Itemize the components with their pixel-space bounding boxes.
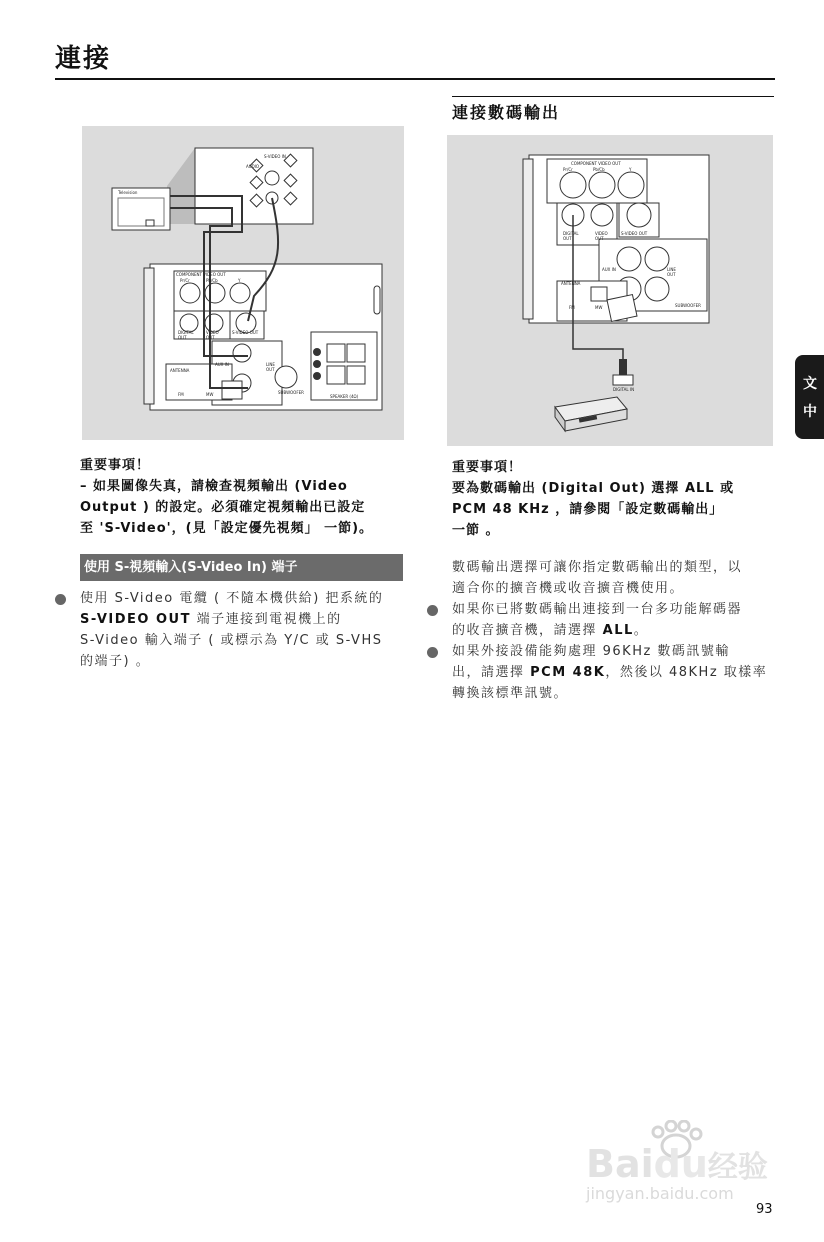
svideo-in-label: S-VIDEO IN (264, 154, 286, 159)
page-number: 93 (756, 1202, 773, 1217)
all-term: ALL (602, 623, 634, 638)
y-label: Y (629, 167, 632, 172)
video-out-label: VIDEO OUT (595, 231, 608, 241)
bullet-icon (55, 594, 66, 605)
subwoofer-label: SUBWOOFER (675, 303, 701, 308)
baidu-logo-text: Baidu经验 (586, 1142, 768, 1186)
section-title-digital-out: 連接數碼輸出 (452, 103, 561, 122)
digital-out-intro (452, 557, 774, 599)
note-line: – 如果圖像失真，請檢查視頻輸出 (Video (80, 479, 348, 494)
baidu-url: jingyan.baidu.com (586, 1184, 734, 1203)
svideo-connection-figure (82, 126, 404, 440)
instruction-line: S-VIDEO OUT 端子連接到電視機上的 (80, 612, 342, 627)
intro-line: 適合你的擴音機或收音擴音機使用。 (452, 581, 685, 596)
bullet-line: 如果你已將數碼輸出連接到一台多功能解碼器 (452, 602, 743, 617)
bullet-line: 出，請選擇 PCM 48K，然後以 48KHz 取樣率 (452, 665, 768, 680)
title-divider (55, 78, 775, 80)
video-out-label: VIDEO OUT (206, 330, 219, 340)
antenna-label: ANTENNA (561, 281, 581, 286)
bullet-line: 轉換該標準訊號。 (452, 686, 569, 701)
aux-in-label: AUX IN (215, 362, 229, 367)
digital-out-label: DIGITAL OUT (563, 231, 579, 241)
digital-in-label: DIGITAL IN (613, 387, 635, 392)
bullet-icon (427, 647, 438, 658)
instruction-line: 的端子) 。 (80, 654, 151, 669)
fm-label: FM (178, 392, 184, 397)
left-important-note (80, 455, 402, 539)
component-video-label: COMPONENT VIDEO OUT (176, 272, 226, 277)
pb-label: Pb/Cb (593, 167, 605, 172)
instruction-line: S-Video 輸入端子 ( 或標示為 Y/C 或 S-VHS (80, 633, 383, 648)
digital-out-bullet-all (452, 599, 774, 641)
note-heading: 重要事項！ (80, 458, 151, 473)
aux-in-label: AUX IN (602, 267, 616, 272)
section-divider (452, 96, 774, 97)
svideo-out-label: S-VIDEO OUT (621, 231, 648, 236)
digital-out-bullet-pcm (452, 641, 774, 704)
line-out-label: LINE OUT (266, 362, 275, 372)
note-heading: 重要事項！ (452, 460, 523, 475)
subwoofer-label: SUBWOOFER (278, 390, 304, 395)
mw-label: MW (206, 392, 214, 397)
fm-label: FM (569, 305, 575, 310)
instruction-line: 使用 S-Video 電纜 ( 不隨本機供給) 把系統的 (80, 591, 384, 606)
pb-label: Pb/Cb (206, 278, 218, 283)
component-video-label: COMPONENT VIDEO OUT (571, 161, 621, 166)
page-title: 連接 (55, 44, 112, 74)
tv-label: Television (118, 190, 138, 195)
speaker-label: SPEAKER (4Ω) (330, 394, 359, 399)
note-line: PCM 48 KHz ，請參閱「設定數碼輸出」 (452, 502, 724, 517)
svideo-instruction (80, 588, 402, 672)
intro-line: 數碼輸出選擇可讓你指定數碼輸出的類型，以 (452, 560, 743, 575)
note-line: Output ) 的設定。必須確定視頻輸出已設定 (80, 500, 366, 515)
antenna-label: ANTENNA (170, 368, 190, 373)
svideo-out-label: S-VIDEO OUT (232, 330, 259, 335)
tab-char: 中 (803, 404, 817, 420)
digital-out-connection-figure (447, 135, 773, 446)
pcm-term: PCM 48K (530, 665, 606, 680)
tab-char: 文 (803, 376, 817, 392)
svideo-section-bar: 使用 S-視頻輸入(S-Video In) 端子 (80, 554, 403, 581)
audio-label: AUDIO (246, 164, 260, 169)
language-side-tab (795, 355, 824, 439)
y-label: Y (238, 278, 241, 283)
pr-label: Pr/Cr (180, 278, 190, 283)
digital-out-label: DIGITAL OUT (178, 330, 194, 340)
note-line: 一節 。 (452, 523, 500, 538)
bullet-line: 如果外接設備能夠處理 96KHz 數碼訊號輸 (452, 644, 730, 659)
note-line: 至 'S-Video'，(見「設定優先視頻」 一節)。 (80, 521, 374, 536)
note-line: 要為數碼輸出 (Digital Out) 選擇 ALL 或 (452, 481, 735, 496)
right-important-note (452, 457, 774, 541)
mw-label: MW (595, 305, 603, 310)
line-out-label: LINE OUT (667, 267, 676, 277)
pr-label: Pr/Cr (563, 167, 573, 172)
bullet-line: 的收音擴音機，請選擇 ALL。 (452, 623, 649, 638)
bullet-icon (427, 605, 438, 616)
svideo-out-term: S-VIDEO OUT (80, 612, 191, 627)
